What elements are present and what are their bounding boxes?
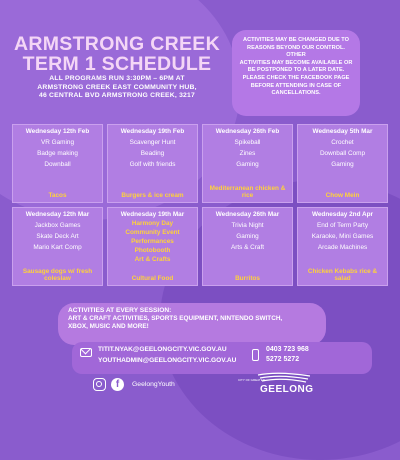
schedule-card	[202, 207, 293, 286]
phone-icon	[252, 349, 259, 361]
activity: Spikeball	[234, 139, 261, 146]
food: Burritos	[235, 275, 260, 282]
activity: Arcade Machines	[317, 244, 368, 251]
activity: VR Gaming	[40, 139, 75, 146]
activity: Scavenger Hunt	[129, 139, 176, 146]
activity: Crochet	[331, 139, 354, 146]
activity: Zines	[239, 150, 256, 157]
activity: Performances	[131, 238, 174, 245]
every-session-title: ACTIVITIES AT EVERY SESSION:	[68, 307, 172, 314]
activity: Art & Crafts	[134, 256, 171, 263]
food: Mediterranean chicken & rice	[209, 185, 286, 199]
envelope-icon	[80, 348, 92, 357]
every-session-line: XBOX, MUSIC AND MORE!	[68, 323, 149, 330]
food: Tacos	[48, 192, 67, 199]
subtitle-line: 46 CENTRAL BVD ARMSTRONG CREEK, 3217	[38, 92, 195, 100]
activity: Gaming	[236, 161, 259, 168]
title-line: ARMSTRONG CREEK	[13, 33, 220, 55]
activity: Karaoke, Mini Games	[311, 233, 374, 240]
activity: Golf with friends	[129, 161, 176, 168]
schedule-card	[202, 124, 293, 203]
email-link[interactable]: YOUTHADMIN@GEELONGCITY.VIC.GOV.AU	[98, 357, 237, 364]
activity: End of Term Party	[316, 222, 369, 229]
session-date: Wednesday 12th Mar	[25, 211, 90, 218]
session-date: Wednesday 5th Mar	[312, 128, 373, 135]
notice-line: ACTIVITIES MAY BECOME AVAILABLE OR	[239, 59, 353, 66]
notice-box	[232, 30, 360, 116]
phone-number[interactable]: 5272 5272	[266, 356, 300, 363]
notice-line: ACTIVITIES MAY BE CHANGED DUE TO	[243, 37, 349, 43]
page-title	[8, 34, 226, 74]
session-date: Wednesday 26th Mar	[215, 211, 280, 218]
activity: Trivia Night	[231, 222, 264, 229]
activity: Beading	[140, 150, 165, 157]
schedule-card	[12, 207, 103, 286]
food: Chow Mein	[325, 192, 360, 199]
schedule-card	[107, 207, 198, 286]
social-handle[interactable]: GeelongYouth	[132, 381, 175, 388]
session-date: Wednesday 19th Feb	[120, 128, 185, 135]
session-date: Wednesday 2nd Apr	[311, 211, 374, 218]
activity: Mario Kart Comp	[33, 244, 82, 251]
location-info	[8, 75, 226, 101]
notice-line: BE POSTPONED TO A LATER DATE.	[247, 67, 345, 74]
activity: Skate Deck Art	[36, 233, 79, 240]
food: Sausage dogs w/ fresh coleslaw	[22, 268, 93, 282]
activity: Photobooth	[134, 247, 171, 254]
title-line: TERM 1 SCHEDULE	[22, 53, 212, 75]
notice-line: REASONS BEYOND OUR CONTROL. OTHER	[247, 44, 345, 59]
food: Chicken Kebabs rice & salad	[307, 268, 378, 282]
subtitle-line: ALL PROGRAMS RUN 3:30PM – 6PM AT	[49, 75, 185, 82]
schedule-card	[297, 207, 388, 286]
email-link[interactable]: TITIT.NYAK@GEELONGCITY.VIC.GOV.AU	[98, 346, 227, 353]
session-date: Wednesday 26th Feb	[215, 128, 280, 135]
subtitle-line: ARMSTRONG CREEK EAST COMMUNITY HUB,	[37, 83, 197, 91]
activity: Harmony Day	[131, 220, 174, 227]
logo-subtext: CITY OF GREATER	[238, 378, 265, 382]
activity: Gaming	[236, 233, 259, 240]
activity: Jackbox Games	[34, 222, 81, 229]
geelong-logo	[238, 372, 314, 396]
activity: Arts & Craft	[230, 244, 265, 251]
food: Burgers & ice cream	[121, 192, 184, 199]
schedule-grid	[12, 124, 388, 286]
every-session-box	[58, 303, 326, 345]
phone-number[interactable]: 0403 723 968	[266, 346, 309, 353]
schedule-card	[297, 124, 388, 203]
activity: Downball Comp	[319, 150, 366, 157]
instagram-icon[interactable]	[93, 378, 106, 391]
food: Cultural Food	[131, 275, 174, 282]
logo-text: GEELONG	[260, 384, 314, 395]
every-session-line: ART & CRAFT ACTIVITIES, SPORTS EQUIPMENT, NINTENDO SWITCH,	[68, 315, 283, 322]
notice-line: PLEASE CHECK THE FACEBOOK PAGE	[242, 74, 350, 81]
schedule-card	[12, 124, 103, 203]
notice-line: CANCELLATIONS.	[271, 90, 321, 97]
activity: Gaming	[331, 161, 354, 168]
session-date: Wednesday 12th Feb	[25, 128, 90, 135]
session-date: Wednesday 19th Mar	[120, 211, 185, 218]
activity: Community Event	[125, 229, 180, 236]
activity: Downball	[44, 161, 71, 168]
activity: Badge making	[37, 150, 78, 157]
facebook-icon[interactable]: f	[111, 378, 124, 391]
notice-line: BEFORE ATTENDING IN CASE OF	[250, 82, 342, 89]
schedule-card	[107, 124, 198, 203]
